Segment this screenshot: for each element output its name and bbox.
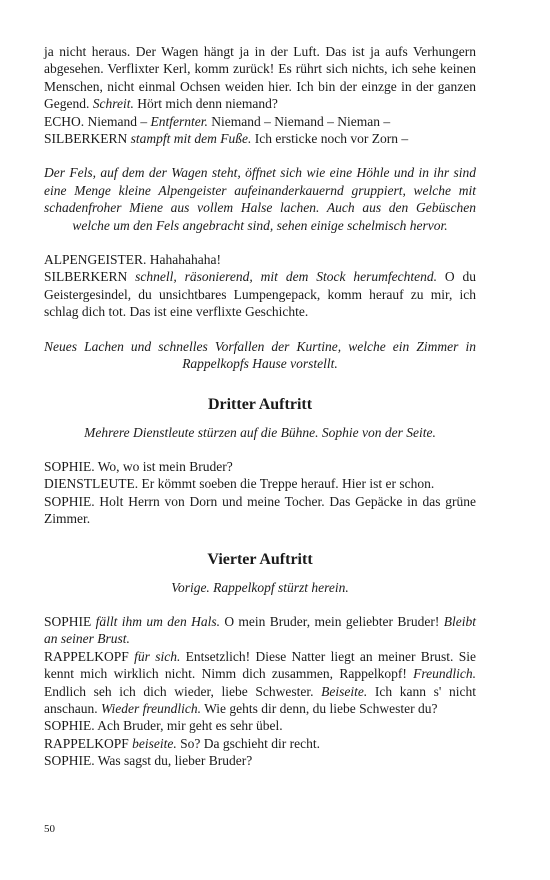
stage-direction-inline: schnell, räsonierend, mit dem Stock herumfechtend. bbox=[135, 269, 437, 285]
dialogue-rappelkopf bbox=[44, 735, 476, 752]
text: RAPPELKOPF bbox=[44, 648, 135, 664]
dialogue-silberkern bbox=[44, 268, 476, 320]
text: Entsetzlich! Diese Natter liegt an meiner Brust. Sie kennt mich wirklich nicht. Nimm dich zusammen, Rappelkopf! bbox=[44, 648, 476, 682]
spacer bbox=[44, 570, 476, 579]
stage-direction-inline: Freundlich. bbox=[413, 666, 476, 682]
text: SOPHIE bbox=[44, 613, 96, 629]
text: Hört mich denn niemand? bbox=[133, 96, 278, 112]
text: Niemand – Niemand – Nieman – bbox=[207, 113, 391, 129]
dialogue-silberkern bbox=[44, 130, 476, 147]
page-body bbox=[44, 43, 476, 770]
stage-direction-inline: stampft mit dem Fuße. bbox=[130, 131, 252, 147]
text: SILBERKERN bbox=[44, 269, 136, 285]
dialogue-sophie: SOPHIE. Holt Herrn von Dorn und meine Tocher. Das Gepäcke in das grüne Zimmer. bbox=[44, 493, 476, 527]
stage-direction-inline: beiseite. bbox=[132, 735, 177, 751]
dialogue-sophie: SOPHIE. Ach Bruder, mir geht es sehr übel. bbox=[44, 718, 283, 734]
stage-direction-block: Der Fels, auf dem der Wagen steht, öffnet sich wie eine Höhle und in ihr sind eine Menge kleine Alpengeister aufeinanderkauernd gruppiert, welche mit schadenfroher Miene aus vollem Halse lachen. Auch aus den Gebüschen welche um den Fels angebracht sind, sehen einige schelmisch hervor. bbox=[44, 165, 476, 233]
dialogue-sophie: SOPHIE. Wo, wo ist mein Bruder? bbox=[44, 458, 233, 474]
stage-direction-inline: für sich. bbox=[134, 648, 181, 664]
stage-direction-block: Vorige. Rappelkopf stürzt herein. bbox=[171, 579, 349, 595]
spacer bbox=[44, 441, 476, 458]
stage-direction-inline: Wieder freundlich. bbox=[100, 700, 201, 716]
text: O mein Bruder, mein geliebter Bruder! bbox=[219, 613, 444, 629]
text: RAPPELKOPF bbox=[44, 735, 133, 751]
stage-direction-inline: Entfernter. bbox=[150, 113, 208, 129]
page-number: 50 bbox=[44, 823, 55, 835]
dialogue-alpengeister: ALPENGEISTER. Hahahahaha! bbox=[44, 252, 221, 268]
stage-direction-inline: Beiseite. bbox=[321, 683, 368, 699]
text: ECHO. Niemand – bbox=[44, 113, 151, 129]
spacer bbox=[44, 528, 476, 550]
spacer bbox=[44, 373, 476, 395]
dialogue-echo bbox=[44, 113, 476, 130]
spacer bbox=[44, 321, 476, 338]
stage-direction-inline: Schreit. bbox=[92, 96, 134, 112]
scene-heading: Dritter Auftritt bbox=[207, 395, 313, 413]
spacer bbox=[44, 147, 476, 164]
text: SILBERKERN bbox=[44, 131, 131, 147]
dialogue-sophie bbox=[44, 613, 476, 648]
text: Ich ersticke noch vor Zorn – bbox=[251, 131, 409, 147]
dialogue-silberkern-continued bbox=[44, 43, 476, 113]
text: ja nicht heraus. Der Wagen hängt ja in der Luft. Das ist ja aufs Verhungern abgesehen. Verflixter Kerl, komm zurück! Es rührt sich nichts, ich sehe keinen Menschen, nicht einmal Ochsen weiden hier. Ich bin der einzge in der ganzen Gegend. bbox=[44, 44, 476, 112]
text: Endlich seh ich dich wieder, liebe Schwester. bbox=[44, 683, 322, 699]
dialogue-dienstleute: DIENSTLEUTE. Er kömmt soeben die Treppe herauf. Hier ist er schon. bbox=[44, 476, 435, 492]
dialogue-rappelkopf bbox=[44, 648, 476, 718]
scene-heading: Vierter Auftritt bbox=[207, 550, 313, 568]
stage-direction-block: Neues Lachen und schnelles Vorfallen der Kurtine, welche ein Zimmer in Rappelkopfs Hause vorstellt. bbox=[44, 338, 476, 372]
stage-direction-inline: fällt ihm um den Hals. bbox=[95, 613, 220, 629]
stage-direction-block: Mehrere Dienstleute stürzen auf die Bühne. Sophie von der Seite. bbox=[84, 424, 436, 440]
text: Wie gehts dir denn, du liebe Schwester du? bbox=[200, 700, 438, 716]
dialogue-sophie: SOPHIE. Was sagst du, lieber Bruder? bbox=[44, 753, 253, 769]
stage-direction-inline: Bleibt an seiner Brust. bbox=[44, 613, 477, 647]
text: Ich kann s' nicht anschaun. bbox=[44, 683, 476, 716]
spacer bbox=[44, 596, 476, 613]
text: O du Geistergesindel, du unsichtbares Lumpengepack, komm herauf zu mir, ich schlag dich tot. Das ist eine verflixte Geschichte. bbox=[44, 269, 476, 320]
spacer bbox=[44, 234, 476, 251]
text: So? Da gschieht dir recht. bbox=[176, 735, 320, 751]
spacer bbox=[44, 415, 476, 424]
